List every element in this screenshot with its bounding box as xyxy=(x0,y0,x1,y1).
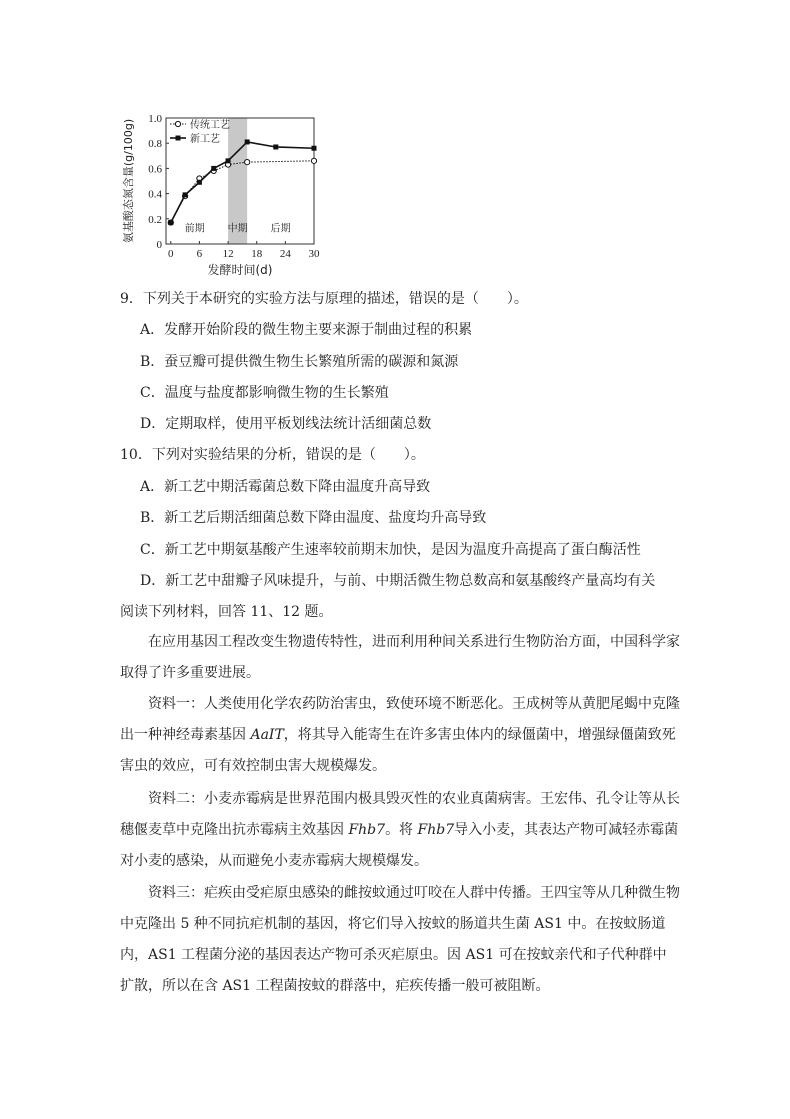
p1-text-a: 资料一：人类使用化学农药防治害虫，致使环境不断恶化。王成树等从黄肥尾蝎中克隆出一种神经毒素基因 xyxy=(120,696,680,743)
gene-fhb7-2: Fhb7 xyxy=(417,822,455,838)
reading-paragraph-0: 在应用基因工程改变生物遗传特性，进而利用种间关系进行生物防治方面，中国科学家取得了许多重要进展。 xyxy=(120,634,680,681)
q9-option-c: C．温度与盐度都影响微生物的生长繁殖 xyxy=(140,385,389,401)
reading-paragraph-3: 资料三：疟疾由受疟原虫感染的雌按蚊通过叮咬在人群中传播。王四宝等从几种微生物中克隆出 5 种不同抗疟机制的基因，将它们导入按蚊的肠道共生菌 AS1 中。在按蚊肠道内，AS1 工程菌分泌的基因表达产物可杀灭疟原虫。因 AS1 可在按蚊亲代和子代种群中扩散，所以在含 AS1 工程菌按蚊的群落中，疟疾传播一般可被阻断。 xyxy=(120,885,680,994)
reading-intro: 阅读下列材料，回答 11、12 题。 xyxy=(120,604,333,620)
p2-text-a: 资料二：小麦赤霉病是世界范围内极具毁灭性的农业真菌病害。王宏伟、孔令让等从长穗偃麦草中克隆出抗赤霉病主效基因 xyxy=(120,791,680,838)
q9-option-b: B．蚕豆瓣可提供微生物生长繁殖所需的碳源和氮源 xyxy=(140,354,459,370)
y-tick-label: 0 xyxy=(156,239,162,251)
q10-option-c: C．新工艺中期氨基酸产生速率较前期末加快，是因为温度升高提高了蛋白酶活性 xyxy=(140,542,641,558)
data-point-new xyxy=(312,146,317,151)
data-point-new xyxy=(197,180,202,185)
data-point-new xyxy=(183,192,188,197)
legend-marker-traditional xyxy=(175,121,180,126)
q10-option-b: B．新工艺后期活细菌总数下降由温度、盐度均升高导致 xyxy=(140,510,487,526)
q9-option-a: A．发酵开始阶段的微生物主要来源于制曲过程的积累 xyxy=(140,322,473,338)
y-tick-label: 0.8 xyxy=(148,138,162,151)
x-tick-label: 12 xyxy=(222,248,234,260)
y-tick-label: 0.4 xyxy=(148,188,162,201)
y-tick-label: 0.6 xyxy=(148,163,162,176)
phase-label: 前期 xyxy=(184,223,205,235)
q10-stem: 10．下列对实验结果的分析，错误的是（ ）。 xyxy=(120,447,425,463)
y-tick-label: 0.2 xyxy=(148,213,162,226)
data-point-traditional xyxy=(311,158,316,163)
phase-label: 后期 xyxy=(270,223,291,235)
q9-stem: 9．下列关于本研究的实验方法与原理的描述，错误的是（ ）。 xyxy=(120,291,528,307)
x-tick-label: 24 xyxy=(279,248,291,260)
y-tick-label: 1.0 xyxy=(148,113,162,125)
legend-marker-new xyxy=(176,136,181,141)
p2-text-c: 导入小麦，其表达产物可减轻赤霉菌对小麦的感染，从而避免小麦赤霉病大规模爆发。 xyxy=(120,822,679,869)
reading-paragraph-1 xyxy=(120,689,680,782)
data-point-new xyxy=(226,158,231,163)
data-point-new xyxy=(168,220,173,225)
x-axis-label: 发酵时间(d) xyxy=(207,263,273,277)
x-tick-label: 6 xyxy=(196,248,203,260)
p2-text-b: 。将 xyxy=(385,822,418,838)
gene-fhb7: Fhb7 xyxy=(348,822,386,838)
q9-option-d: D．定期取样，使用平板划线法统计活细菌总数 xyxy=(140,416,432,432)
data-point-new xyxy=(211,166,216,171)
legend-label-1: 新工艺 xyxy=(190,134,220,145)
gene-aait: AaIT xyxy=(250,727,284,743)
amino-acid-chart xyxy=(118,108,338,280)
data-point-new xyxy=(245,139,250,144)
data-point-new xyxy=(273,144,278,149)
x-tick-label: 18 xyxy=(251,248,263,260)
p1-text-b: ，将其导入能寄生在许多害虫体内的绿僵菌中，增强绿僵菌致死害虫的效应，可有效控制虫害大规模爆发。 xyxy=(120,727,676,774)
phase-label: 中期 xyxy=(227,223,248,235)
q10-option-d: D．新工艺中甜瓣子风味提升，与前、中期活微生物总数高和氨基酸终产量高均有关 xyxy=(140,573,656,589)
x-tick-label: 30 xyxy=(308,248,320,260)
data-point-traditional xyxy=(245,160,250,165)
x-tick-label: 0 xyxy=(168,248,174,260)
reading-paragraph-2 xyxy=(120,784,680,877)
legend-label-0: 传统工艺 xyxy=(190,120,230,131)
y-axis-label: 氨基酸态氮含量(g/100g) xyxy=(122,118,135,244)
q10-option-a: A．新工艺中期活霉菌总数下降由温度升高导致 xyxy=(140,479,431,495)
chart-svg xyxy=(118,108,338,280)
